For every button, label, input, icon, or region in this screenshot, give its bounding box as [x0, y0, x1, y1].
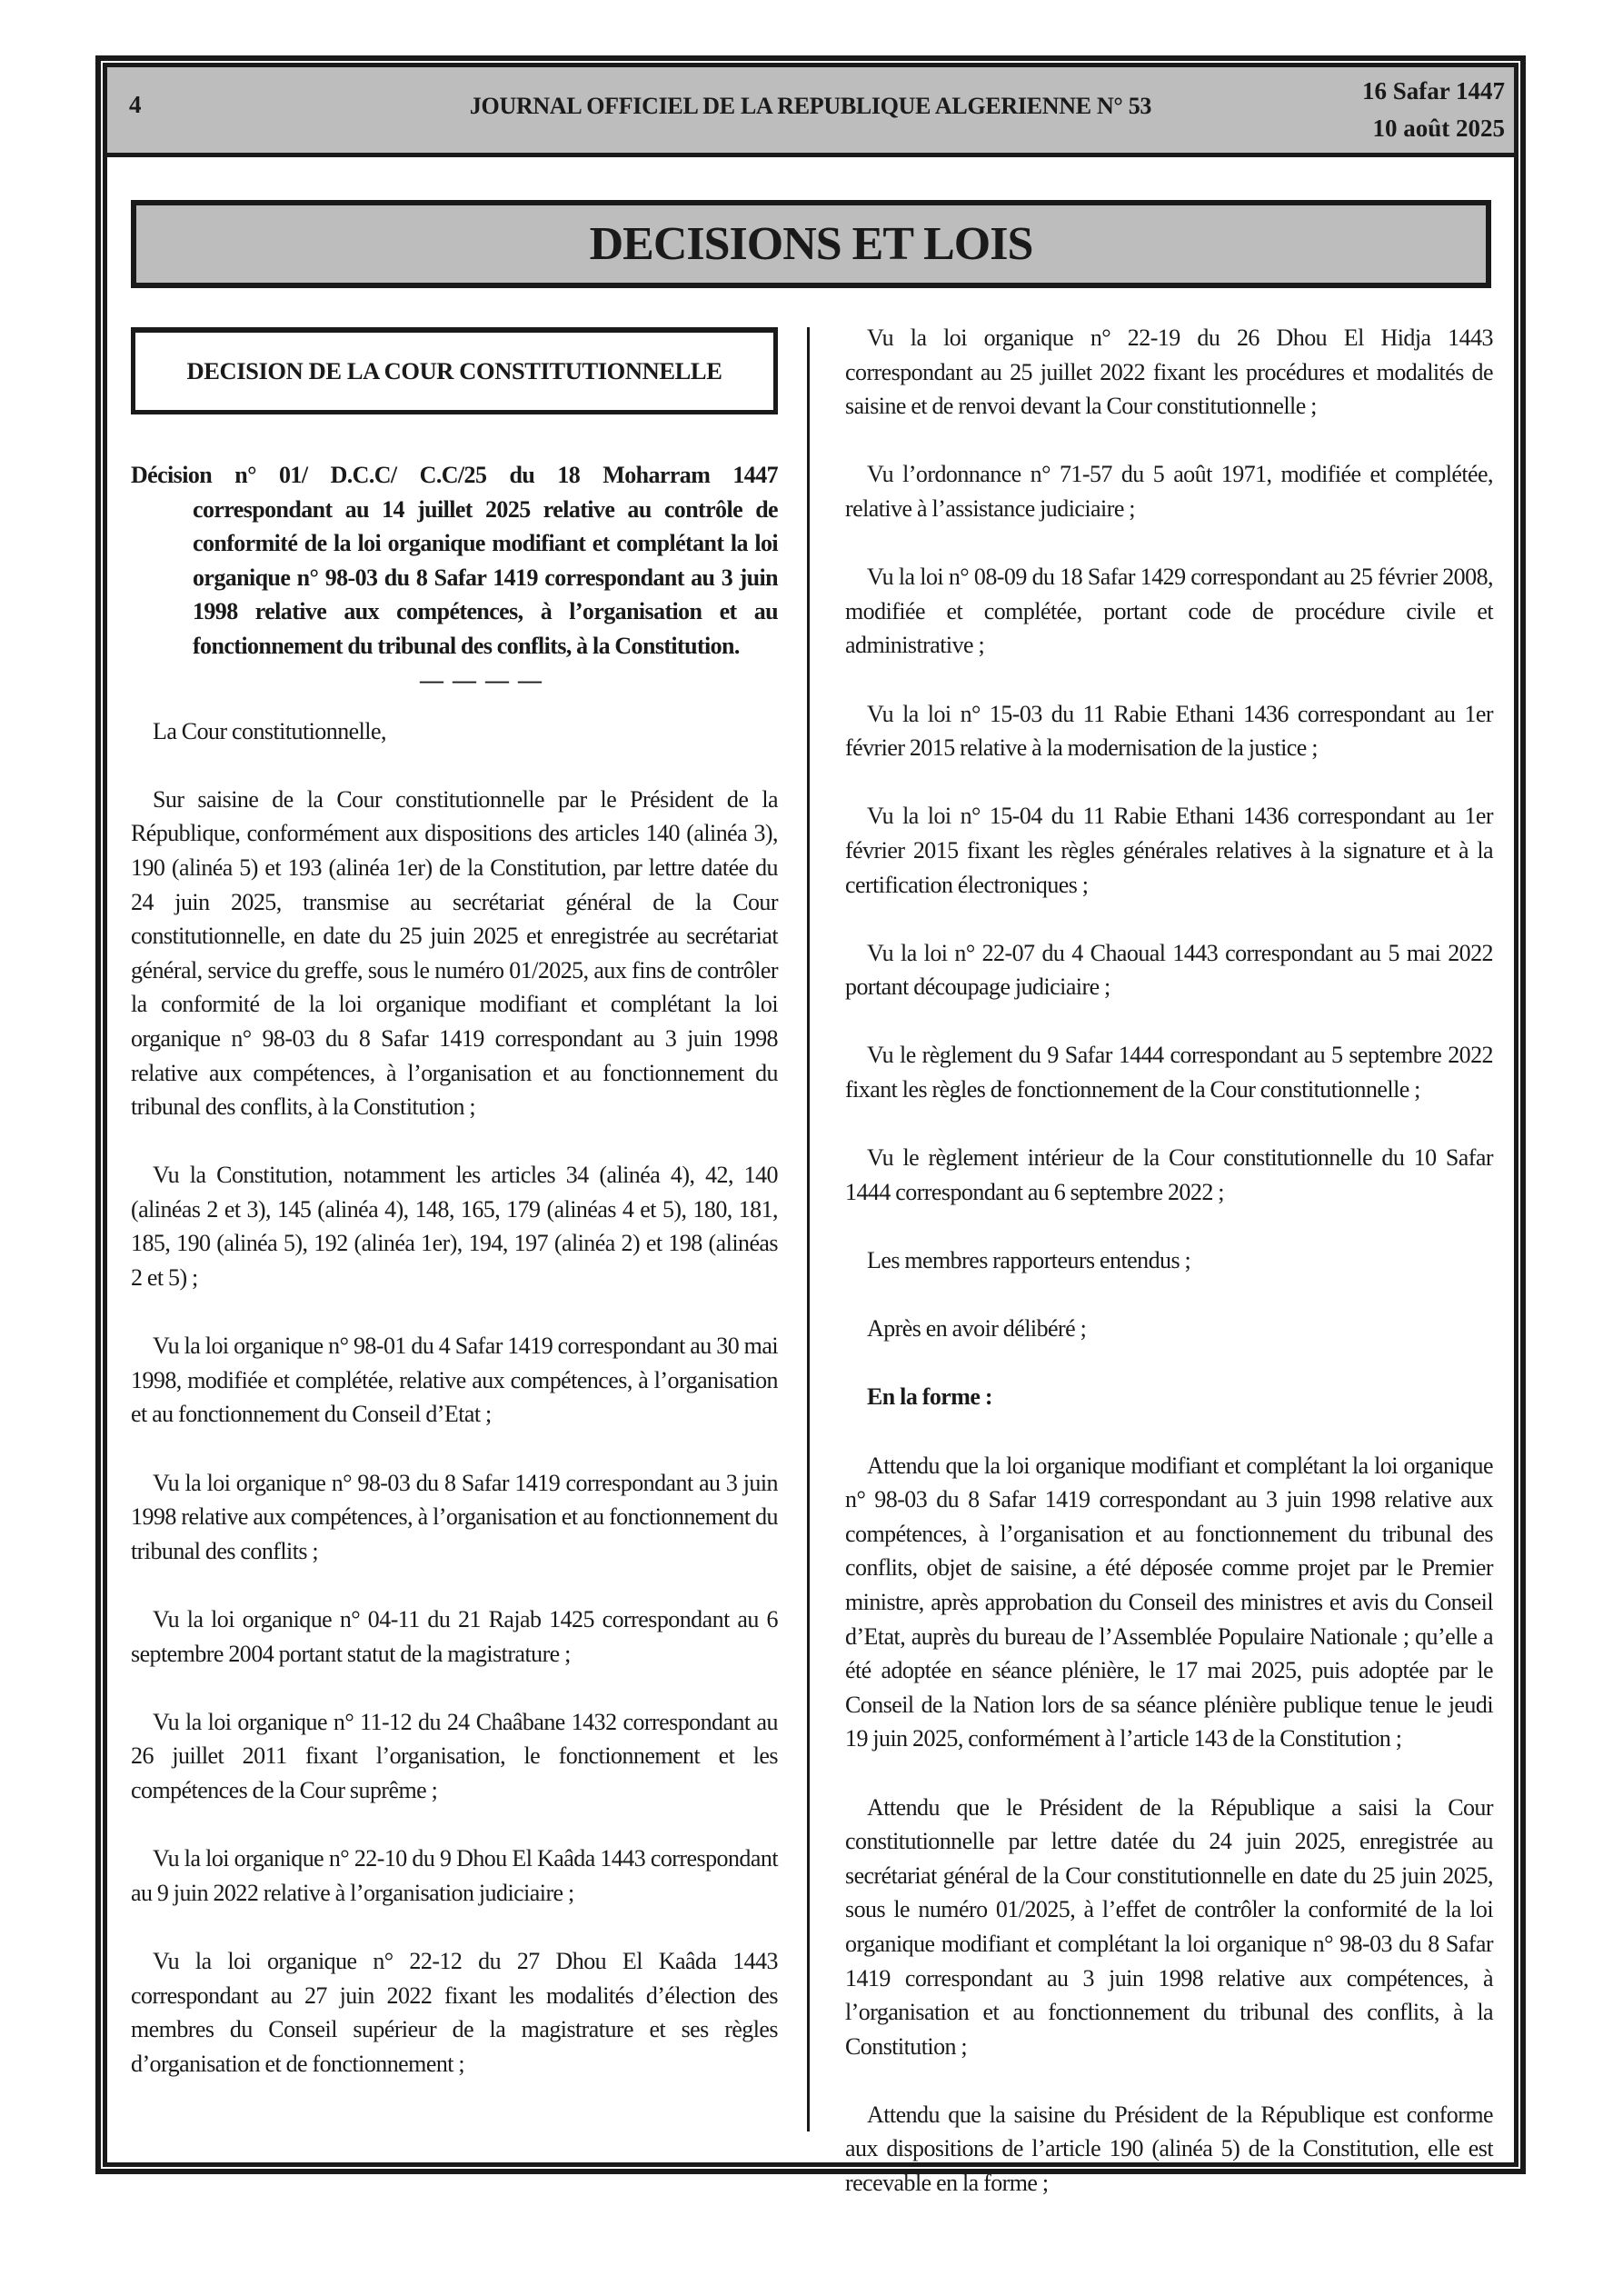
paragraph: Vu la loi organique n° 04-11 du 21 Rajab 1425 correspondant au 6 septembre 2004 portant statut de la magistrature ; [131, 1606, 778, 1667]
section-title-box [131, 200, 1491, 288]
paragraph: Après en avoir délibéré ; [867, 1315, 1087, 1343]
paragraph: Vu la loi n° 22-07 du 4 Chaoual 1443 correspondant au 5 mai 2022 portant découpage judiciaire ; [845, 939, 1493, 1001]
left-column [131, 458, 778, 2115]
gregorian-date: 10 août 2025 [1372, 115, 1505, 142]
section-title: DECISIONS ET LOIS [589, 218, 1033, 270]
paragraph: Sur saisine de la Cour constitutionnelle par le Président de la République, conformément aux dispositions des articles 140 (alinéa 3), 190 (alinéa 5) et 193 (alinéa 1er) de la Constitution, par lettre datée du 24 juin 2025, transmise au secrétariat général de la Cour constitutionnelle, en date du 25 juin 2025 et enregistrée au secrétariat général, service du greffe, sous le numéro 01/2025, aux fins de contrôler la conformité de la loi organique modifiant et complétant la loi organique n° 98-03 du 8 Safar 1419 correspondant au 3 juin 1998 relative aux compétences, à l’organisation et au fonctionnement du tribunal des conflits, à la Constitution ; [131, 785, 778, 1121]
issue-date [1362, 73, 1505, 147]
paragraph: Vu la loi n° 08-09 du 18 Safar 1429 correspondant au 25 février 2008, modifiée et complétée, portant code de procédure civile et administrative ; [845, 564, 1493, 659]
decision-heading: Décision n° 01/ D.C.C/ C.C/25 du 18 Moharram 1447 correspondant au 14 juillet 2025 relative au contrôle de conformité de la loi organique modifiant et complétant la loi organique n° 98-03 du 8 Safar 1419 correspondant au 3 juin 1998 relative aux compétences, à l’organisation et au fonctionnement du tribunal des conflits, à la Constitution. [131, 462, 778, 659]
paragraph: Vu la loi organique n° 22-19 du 26 Dhou El Hidja 1443 correspondant au 25 juillet 2022 fixant les procédures et modalités de saisine et de renvoi devant la Cour constitutionnelle ; [845, 324, 1493, 420]
paragraph: La Cour constitutionnelle, [153, 717, 386, 744]
paragraph: Vu la loi organique n° 98-03 du 8 Safar 1419 correspondant au 3 juin 1998 relative aux compétences, à l’organisation et au fonctionnement du tribunal des conflits ; [131, 1469, 778, 1564]
right-column [845, 321, 1493, 2234]
paragraph: Les membres rapporteurs entendus ; [867, 1247, 1191, 1274]
paragraph: Vu l’ordonnance n° 71-57 du 5 août 1971, modifiée et complétée, relative à l’assistance judiciaire ; [845, 461, 1493, 522]
subheading-en-la-forme: En la forme : [867, 1383, 992, 1411]
paragraph: Attendu que la saisine du Président de la République est conforme aux dispositions de l’article 190 (alinéa 5) de la Constitution, elle est recevable en la forme ; [845, 2101, 1493, 2197]
paragraph: Attendu que le Président de la République a saisi la Cour constitutionnelle par lettre datée du 24 juin 2025, enregistrée au secrétariat général de la Cour constitutionnelle en date du 25 juin 2025, sous le numéro 01/2025, à l’effet de contrôler la conformité de la loi organique modifiant et complétant la loi organique n° 98-03 du 8 Safar 1419 correspondant au 3 juin 1998 relative aux compétences, à l’organisation et au fonctionnement du tribunal des conflits, à la Constitution ; [845, 1793, 1493, 2060]
hijri-date: 16 Safar 1447 [1361, 77, 1505, 105]
paragraph: Vu la loi n° 15-04 du 11 Rabie Ethani 1436 correspondant au 1er février 2015 fixant les règles générales relatives à la signature et à la certification électroniques ; [845, 803, 1493, 898]
paragraph: Vu la loi organique n° 22-10 du 9 Dhou El Kaâda 1443 correspondant au 9 juin 2022 relative à l’organisation judiciaire ; [131, 1845, 778, 1906]
column-divider [807, 327, 810, 2131]
journal-title: JOURNAL OFFICIEL DE LA REPUBLIQUE ALGERIENNE N° 53 [469, 93, 1152, 119]
paragraph: Vu la loi organique n° 98-01 du 4 Safar 1419 correspondant au 30 mai 1998, modifiée et complétée, relative aux compétences, à l’organisation et au fonctionnement du Conseil d’Etat ; [131, 1333, 778, 1428]
paragraph: Vu la loi organique n° 22-12 du 27 Dhou El Kaâda 1443 correspondant au 27 juin 2022 fixant les modalités d’élection des membres du Conseil supérieur de la magistrature et ses règles d’organisation et de fonctionnement ; [131, 1947, 778, 2077]
running-header [107, 67, 1514, 157]
decision-category-label: DECISION DE LA COUR CONSTITUTIONNELLE [186, 357, 722, 384]
paragraph: Vu le règlement intérieur de la Cour constitutionnelle du 10 Safar 1444 correspondant au 6 septembre 2022 ; [845, 1144, 1493, 1205]
paragraph: Vu la loi organique n° 11-12 du 24 Chaâbane 1432 correspondant au 26 juillet 2011 fixant l’organisation, le fonctionnement et les compétences de la Cour suprême ; [131, 1708, 778, 1803]
heading-separator: — — — — [420, 666, 543, 694]
decision-category-box [131, 327, 778, 414]
paragraph: Attendu que la loi organique modifiant et complétant la loi organique n° 98-03 du 8 Safar 1419 correspondant au 3 juin 1998 relative aux compétences, à l’organisation et au fonctionnement du tribunal des conflits, objet de saisine, a été déposée comme projet par le Premier ministre, après approbation du Conseil des ministres et avis du Conseil d’Etat, auprès du bureau de l’Assemblée Populaire Nationale ; qu’elle a été adoptée en séance plénière, le 17 mai 2025, puis adoptée par le Conseil de la Nation lors de sa séance plénière publique tenue le jeudi 19 juin 2025, conformément à l’article 143 de la Constitution ; [845, 1452, 1493, 1752]
paragraph: Vu la loi n° 15-03 du 11 Rabie Ethani 1436 correspondant au 1er février 2015 relative à la modernisation de la justice ; [845, 700, 1493, 762]
page-number: 4 [129, 91, 142, 118]
paragraph: Vu la Constitution, notamment les articles 34 (alinéa 4), 42, 140 (alinéas 2 et 3), 145 (alinéa 4), 148, 165, 179 (alinéas 4 et 5), 180, 181, 185, 190 (alinéa 5), 192 (alinéa 1er), 194, 197 (alinéa 2) et 198 (alinéas 2 et 5) ; [131, 1162, 778, 1292]
paragraph: Vu le règlement du 9 Safar 1444 correspondant au 5 septembre 2022 fixant les règles de fonctionnement de la Cour constitutionnelle ; [845, 1042, 1493, 1103]
